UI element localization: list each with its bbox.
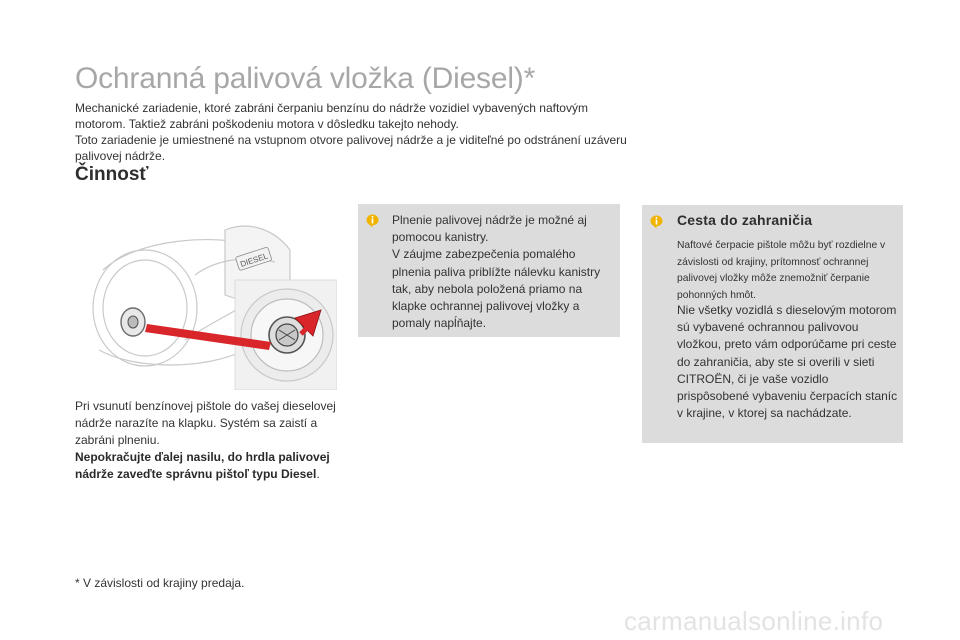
info-box-canister	[358, 204, 620, 337]
intro-paragraph-1: Mechanické zariadenie, ktoré zabráni čerpaniu benzínu do nádrže vozidiel vybavených naftovým motorom. Taktiež zabráni poškodeniu motora v dôsledku takejto nehody.	[75, 101, 588, 131]
info-icon	[366, 214, 379, 228]
info-icon	[650, 215, 663, 229]
operation-warning: Nepokračujte ďalej nasilu, do hrdla palivovej nádrže zaveďte správnu pištoľ typu Diesel	[75, 450, 330, 481]
diesel-cap-label: DIESEL	[239, 251, 270, 269]
intro-paragraph-2: Toto zariadenie je umiestnené na vstupnom otvore palivovej nádrže a je viditeľné po odstránení uzáveru palivovej nádrže.	[75, 133, 627, 163]
page-title: Ochranná palivová vložka (Diesel)*	[75, 62, 536, 95]
watermark: carmanualsonline.info	[624, 606, 884, 636]
filler-neck-small-hole	[128, 316, 138, 328]
operation-warning-end: .	[316, 467, 320, 481]
fuel-filler-illustration	[75, 200, 337, 390]
info-box-abroad-note: Naftové čerpacie pištole môžu byť rozdielne v závislosti od krajiny, prítomnosť ochrannej palivovej vložky môže znemožniť čerpanie pohonných hmôt.	[677, 240, 886, 301]
fuel-filler-drawing	[75, 200, 337, 390]
intro-text	[75, 100, 635, 164]
info-box-canister-text	[392, 212, 614, 332]
footnote: * V závislosti od krajiny predaja.	[75, 576, 245, 590]
canister-line-2: V záujme zabezpečenia pomalého plnenia paliva priblížte nálevku kanistry tak, aby nebola položená priamo na klapke ochrannej palivovej vložky a pomaly napĺňajte.	[392, 247, 601, 331]
section-heading: Činnosť	[75, 164, 149, 185]
info-box-abroad-heading: Cesta do zahraničia	[677, 212, 813, 228]
closeup-view	[235, 280, 337, 390]
operation-description: Pri vsunutí benzínovej pištole do vašej dieselovej nádrže narazíte na klapku. Systém sa zaistí a zabráni plneniu.	[75, 399, 336, 447]
info-box-abroad-text: Nie všetky vozidlá s dieselovým motorom sú vybavené ochrannou palivovou vložkou, preto vám odporúčame pri ceste do zahraničia, aby ste si overili v sieti CITROËN, či je vaše vozidlo prispôsobené vybaveniu čerpacích staníc v krajine, v ktorej sa nachádzate.	[677, 303, 898, 421]
canister-line-1: Plnenie palivovej nádrže je možné aj pomocou kanistry.	[392, 213, 587, 245]
info-box-abroad	[642, 205, 903, 443]
operation-text	[75, 398, 337, 483]
